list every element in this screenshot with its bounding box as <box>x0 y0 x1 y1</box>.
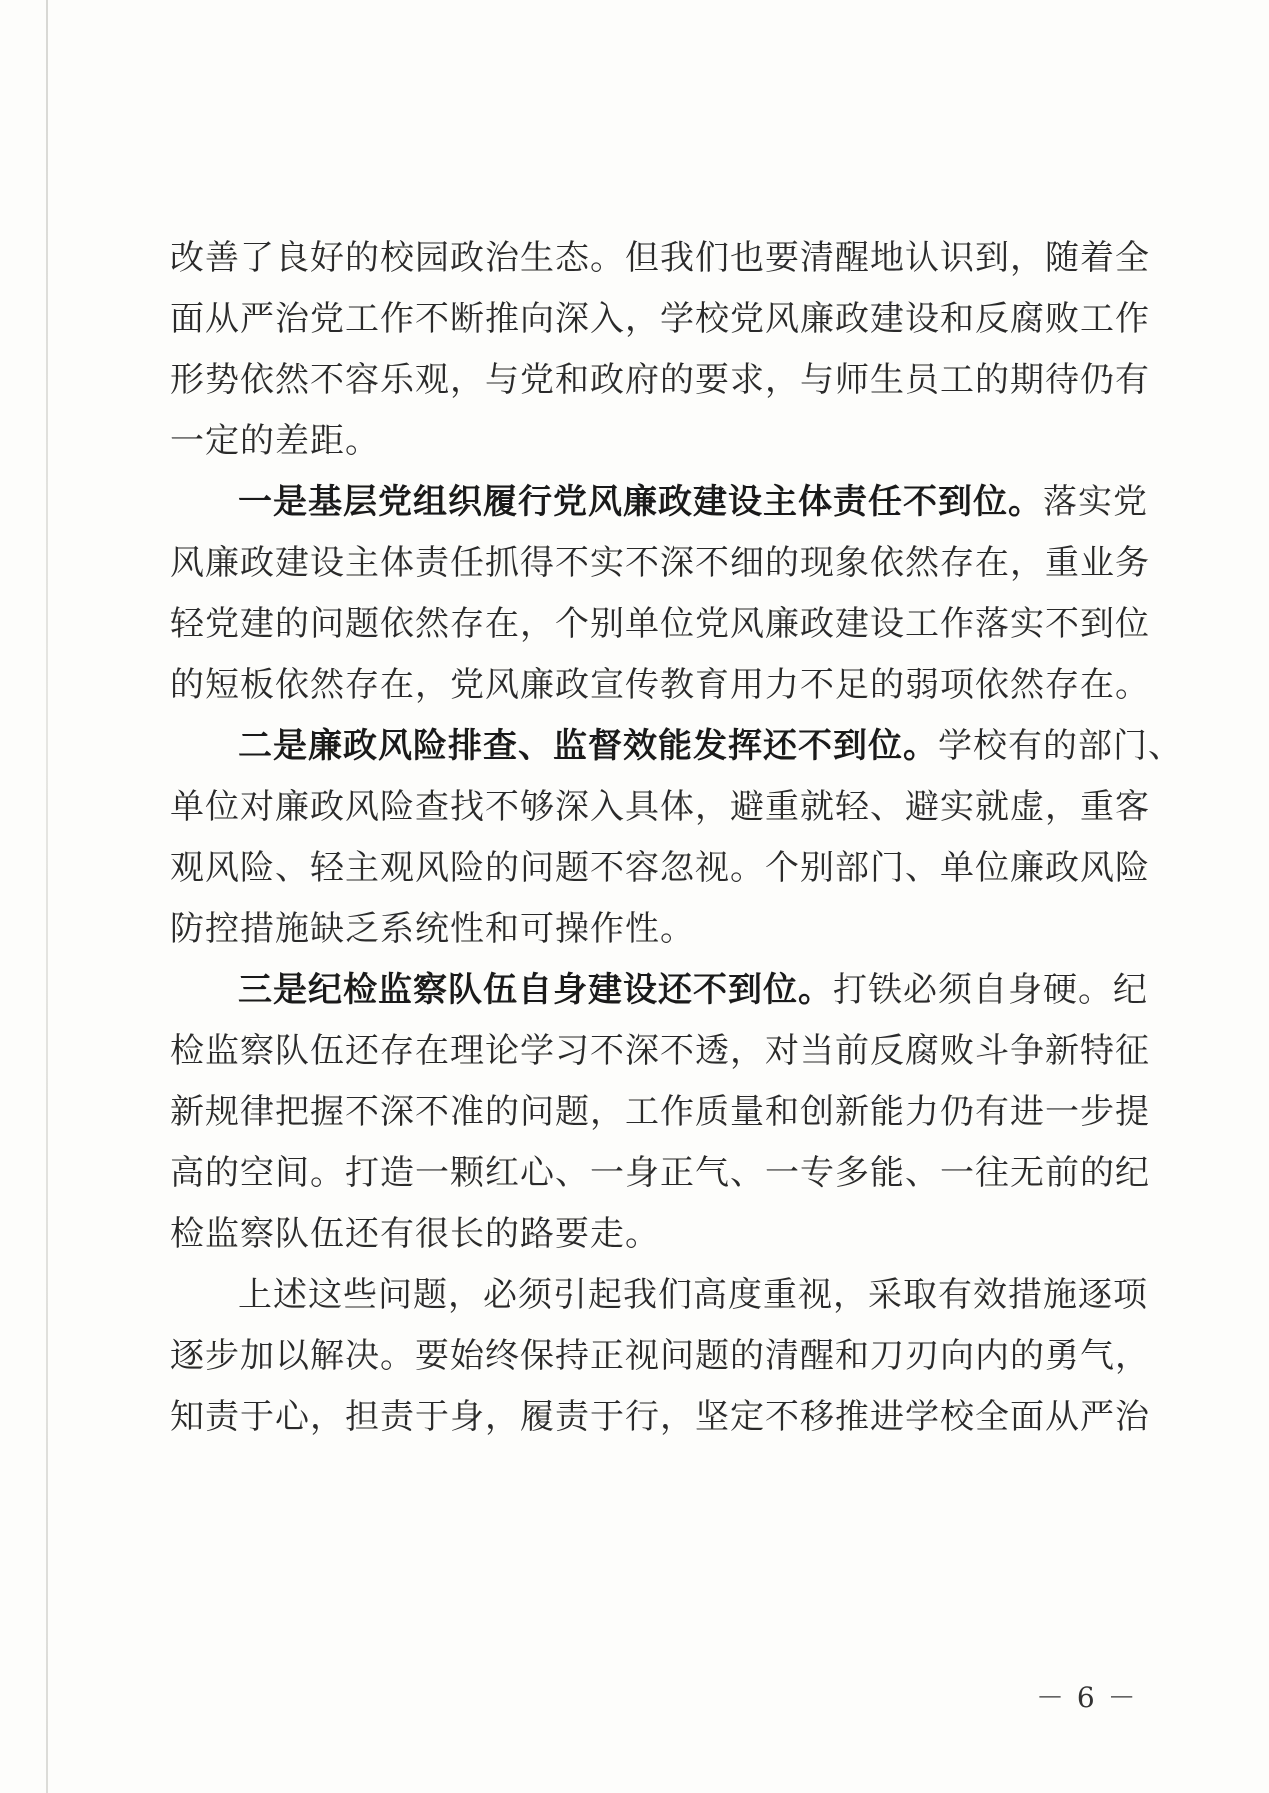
text-line <box>170 1021 1150 1082</box>
text-line <box>170 350 1150 411</box>
line-text: 一定的差距。 <box>170 421 380 461</box>
line-text: 轻党建的问题依然存在，个别单位党风廉政建设工作落实不到位 <box>170 604 1150 644</box>
text-line <box>170 1265 1148 1326</box>
line-text: 检监察队伍还有很长的路要走。 <box>170 1214 660 1254</box>
text-line <box>170 1387 1150 1448</box>
line-text: 打铁必须自身硬。纪 <box>833 970 1148 1010</box>
text-line <box>170 533 1150 594</box>
text-line <box>170 655 1150 716</box>
body-text <box>170 228 1183 1448</box>
paragraph-heading-line <box>170 716 1183 777</box>
line-text: 的短板依然存在，党风廉政宣传教育用力不足的弱项依然存在。 <box>170 665 1150 705</box>
bold-heading: 一是基层党组织履行党风廉政建设主体责任不到位。 <box>238 482 1043 522</box>
bold-heading: 二是廉政风险排查、监督效能发挥还不到位。 <box>238 726 938 766</box>
text-line <box>170 899 1100 960</box>
line-text: 逐步加以解决。要始终保持正视问题的清醒和刀刃向内的勇气， <box>170 1336 1150 1376</box>
text-line <box>170 1326 1150 1387</box>
text-line <box>170 1204 1100 1265</box>
line-text: 知责于心，担责于身，履责于行，坚定不移推进学校全面从严治 <box>170 1397 1150 1437</box>
line-text: 高的空间。打造一颗红心、一身正气、一专多能、一往无前的纪 <box>170 1153 1150 1193</box>
text-line <box>170 228 1150 289</box>
text-line <box>170 1082 1150 1143</box>
line-text: 风廉政建设主体责任抓得不实不深不细的现象依然存在，重业务 <box>170 543 1150 583</box>
line-text: 防控措施缺乏系统性和可操作性。 <box>170 909 695 949</box>
text-line <box>170 594 1150 655</box>
text-line <box>170 838 1150 899</box>
bold-heading: 三是纪检监察队伍自身建设还不到位。 <box>238 970 833 1010</box>
scan-edge-line <box>46 0 48 1793</box>
text-line <box>170 411 1100 472</box>
paragraph-heading-line <box>170 472 1148 533</box>
line-text: 检监察队伍还存在理论学习不深不透，对当前反腐败斗争新特征 <box>170 1031 1150 1071</box>
line-text: 观风险、轻主观风险的问题不容忽视。个别部门、单位廉政风险 <box>170 848 1150 888</box>
paragraph-heading-line <box>170 960 1148 1021</box>
line-text: 落实党 <box>1043 482 1148 522</box>
line-text: 单位对廉政风险查找不够深入具体，避重就轻、避实就虚，重客 <box>170 787 1150 827</box>
text-line <box>170 777 1150 838</box>
line-text: 面从严治党工作不断推向深入，学校党风廉政建设和反腐败工作 <box>170 299 1150 339</box>
text-line <box>170 1143 1150 1204</box>
line-text: 改善了良好的校园政治生态。但我们也要清醒地认识到，随着全 <box>170 238 1150 278</box>
line-text: 学校有的部门、 <box>938 726 1183 766</box>
line-text: 上述这些问题，必须引起我们高度重视，采取有效措施逐项 <box>238 1275 1148 1315</box>
text-line <box>170 289 1150 350</box>
line-text: 形势依然不容乐观，与党和政府的要求，与师生员工的期待仍有 <box>170 360 1150 400</box>
page-number: － 6 － <box>1036 1681 1138 1714</box>
line-text: 新规律把握不深不准的问题，工作质量和创新能力仍有进一步提 <box>170 1092 1150 1132</box>
